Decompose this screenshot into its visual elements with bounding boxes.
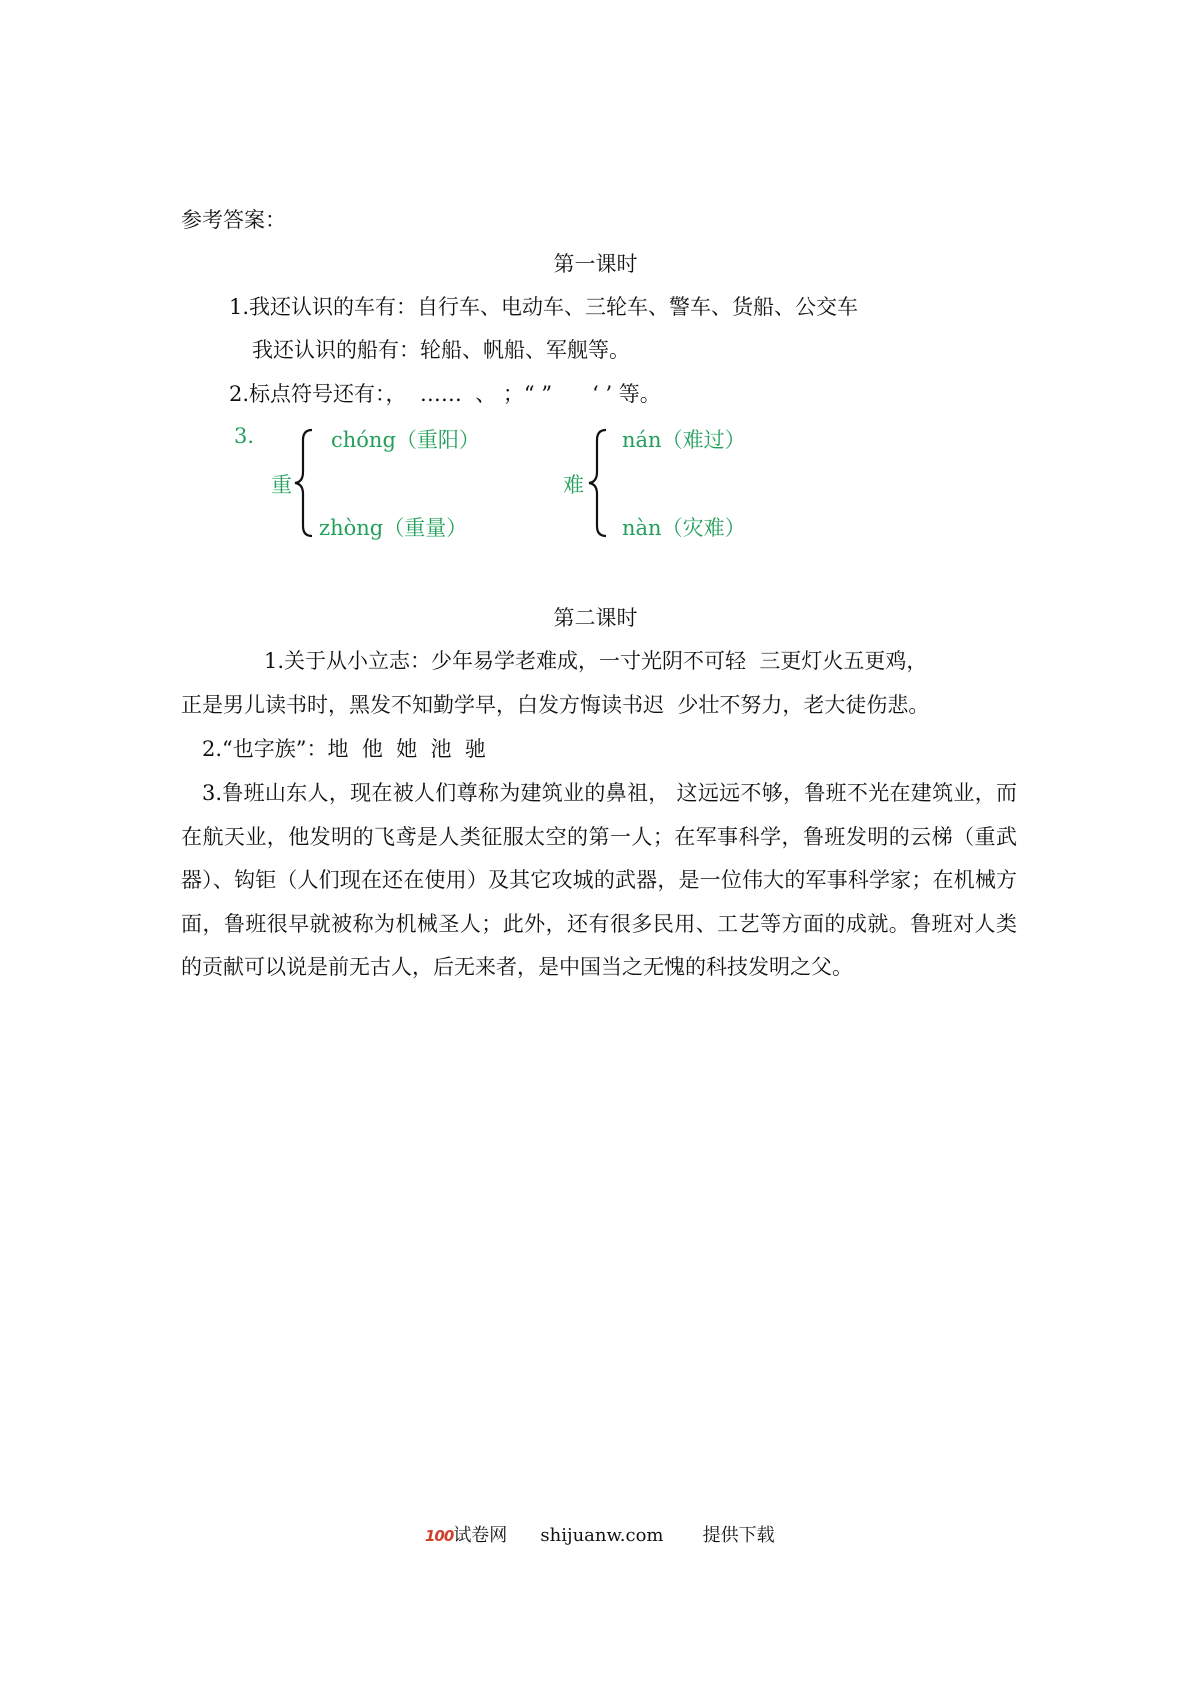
reading-nan4: nàn（灾难） xyxy=(622,516,746,540)
lesson1-item2: 2.标点符号还有：， …… 、 ；“ ” ‘ ’ 等。 xyxy=(229,382,661,406)
lesson2-item3-paragraph: 3.鲁班山东人，现在被人们尊称为建筑业的鼻祖， 这远远不够，鲁班不光在建筑业，而在航天业，他发明的飞鸢是人类征服太空的第一人；在军事科学，鲁班发明的云梯（重武器）、钩钜（人们现在还在使用）及其它攻城的武器，是一位伟大的军事科学家；在机械方面，鲁班很早就被称为机械圣人；此外，还有很多民用、工艺等方面的成就。鲁班对人类的贡献可以说是前无古人，后无来者，是中国当之无愧的科技发明之父。 xyxy=(181,781,1017,979)
left-brace-icon xyxy=(584,428,614,538)
lesson2-title: 第二课时 xyxy=(553,606,638,630)
footer xyxy=(425,1521,775,1547)
lesson1-item3-number: 3. xyxy=(234,424,255,448)
site-logo: 100 xyxy=(425,1527,454,1545)
lesson1-item1-line1: 1.我还认识的车有：自行车、电动车、三轮车、警车、货船、公交车 xyxy=(229,295,859,319)
lesson2-item2: 2.“也字族”：地 他 她 池 驰 xyxy=(202,737,486,761)
site-name: 试卷网 xyxy=(453,1525,508,1546)
lesson1-item1-line2: 我还认识的船有：轮船、帆船、军舰等。 xyxy=(252,338,630,362)
lesson1-title: 第一课时 xyxy=(553,252,638,276)
reading-chong: chóng（重阳） xyxy=(331,428,480,452)
left-brace-icon xyxy=(290,428,320,538)
reading-zhong: zhòng（重量） xyxy=(319,516,468,540)
lesson2-item1-line2: 正是男儿读书时，黑发不知勤学早，白发方悔读书迟 少壮不努力，老大徒伤悲。 xyxy=(181,693,930,717)
reading-nan2: nán（难过） xyxy=(622,428,746,452)
site-url[interactable]: shijuanw.com xyxy=(540,1525,664,1546)
download-note: 提供下载 xyxy=(702,1525,775,1546)
polyphone-char-zhong: 重 xyxy=(271,473,292,497)
answer-heading: 参考答案： xyxy=(181,208,286,232)
lesson2-item1-line1: 1.关于从小立志：少年易学老难成，一寸光阴不可轻 三更灯火五更鸡， xyxy=(264,649,928,673)
polyphone-char-nan: 难 xyxy=(563,473,584,497)
